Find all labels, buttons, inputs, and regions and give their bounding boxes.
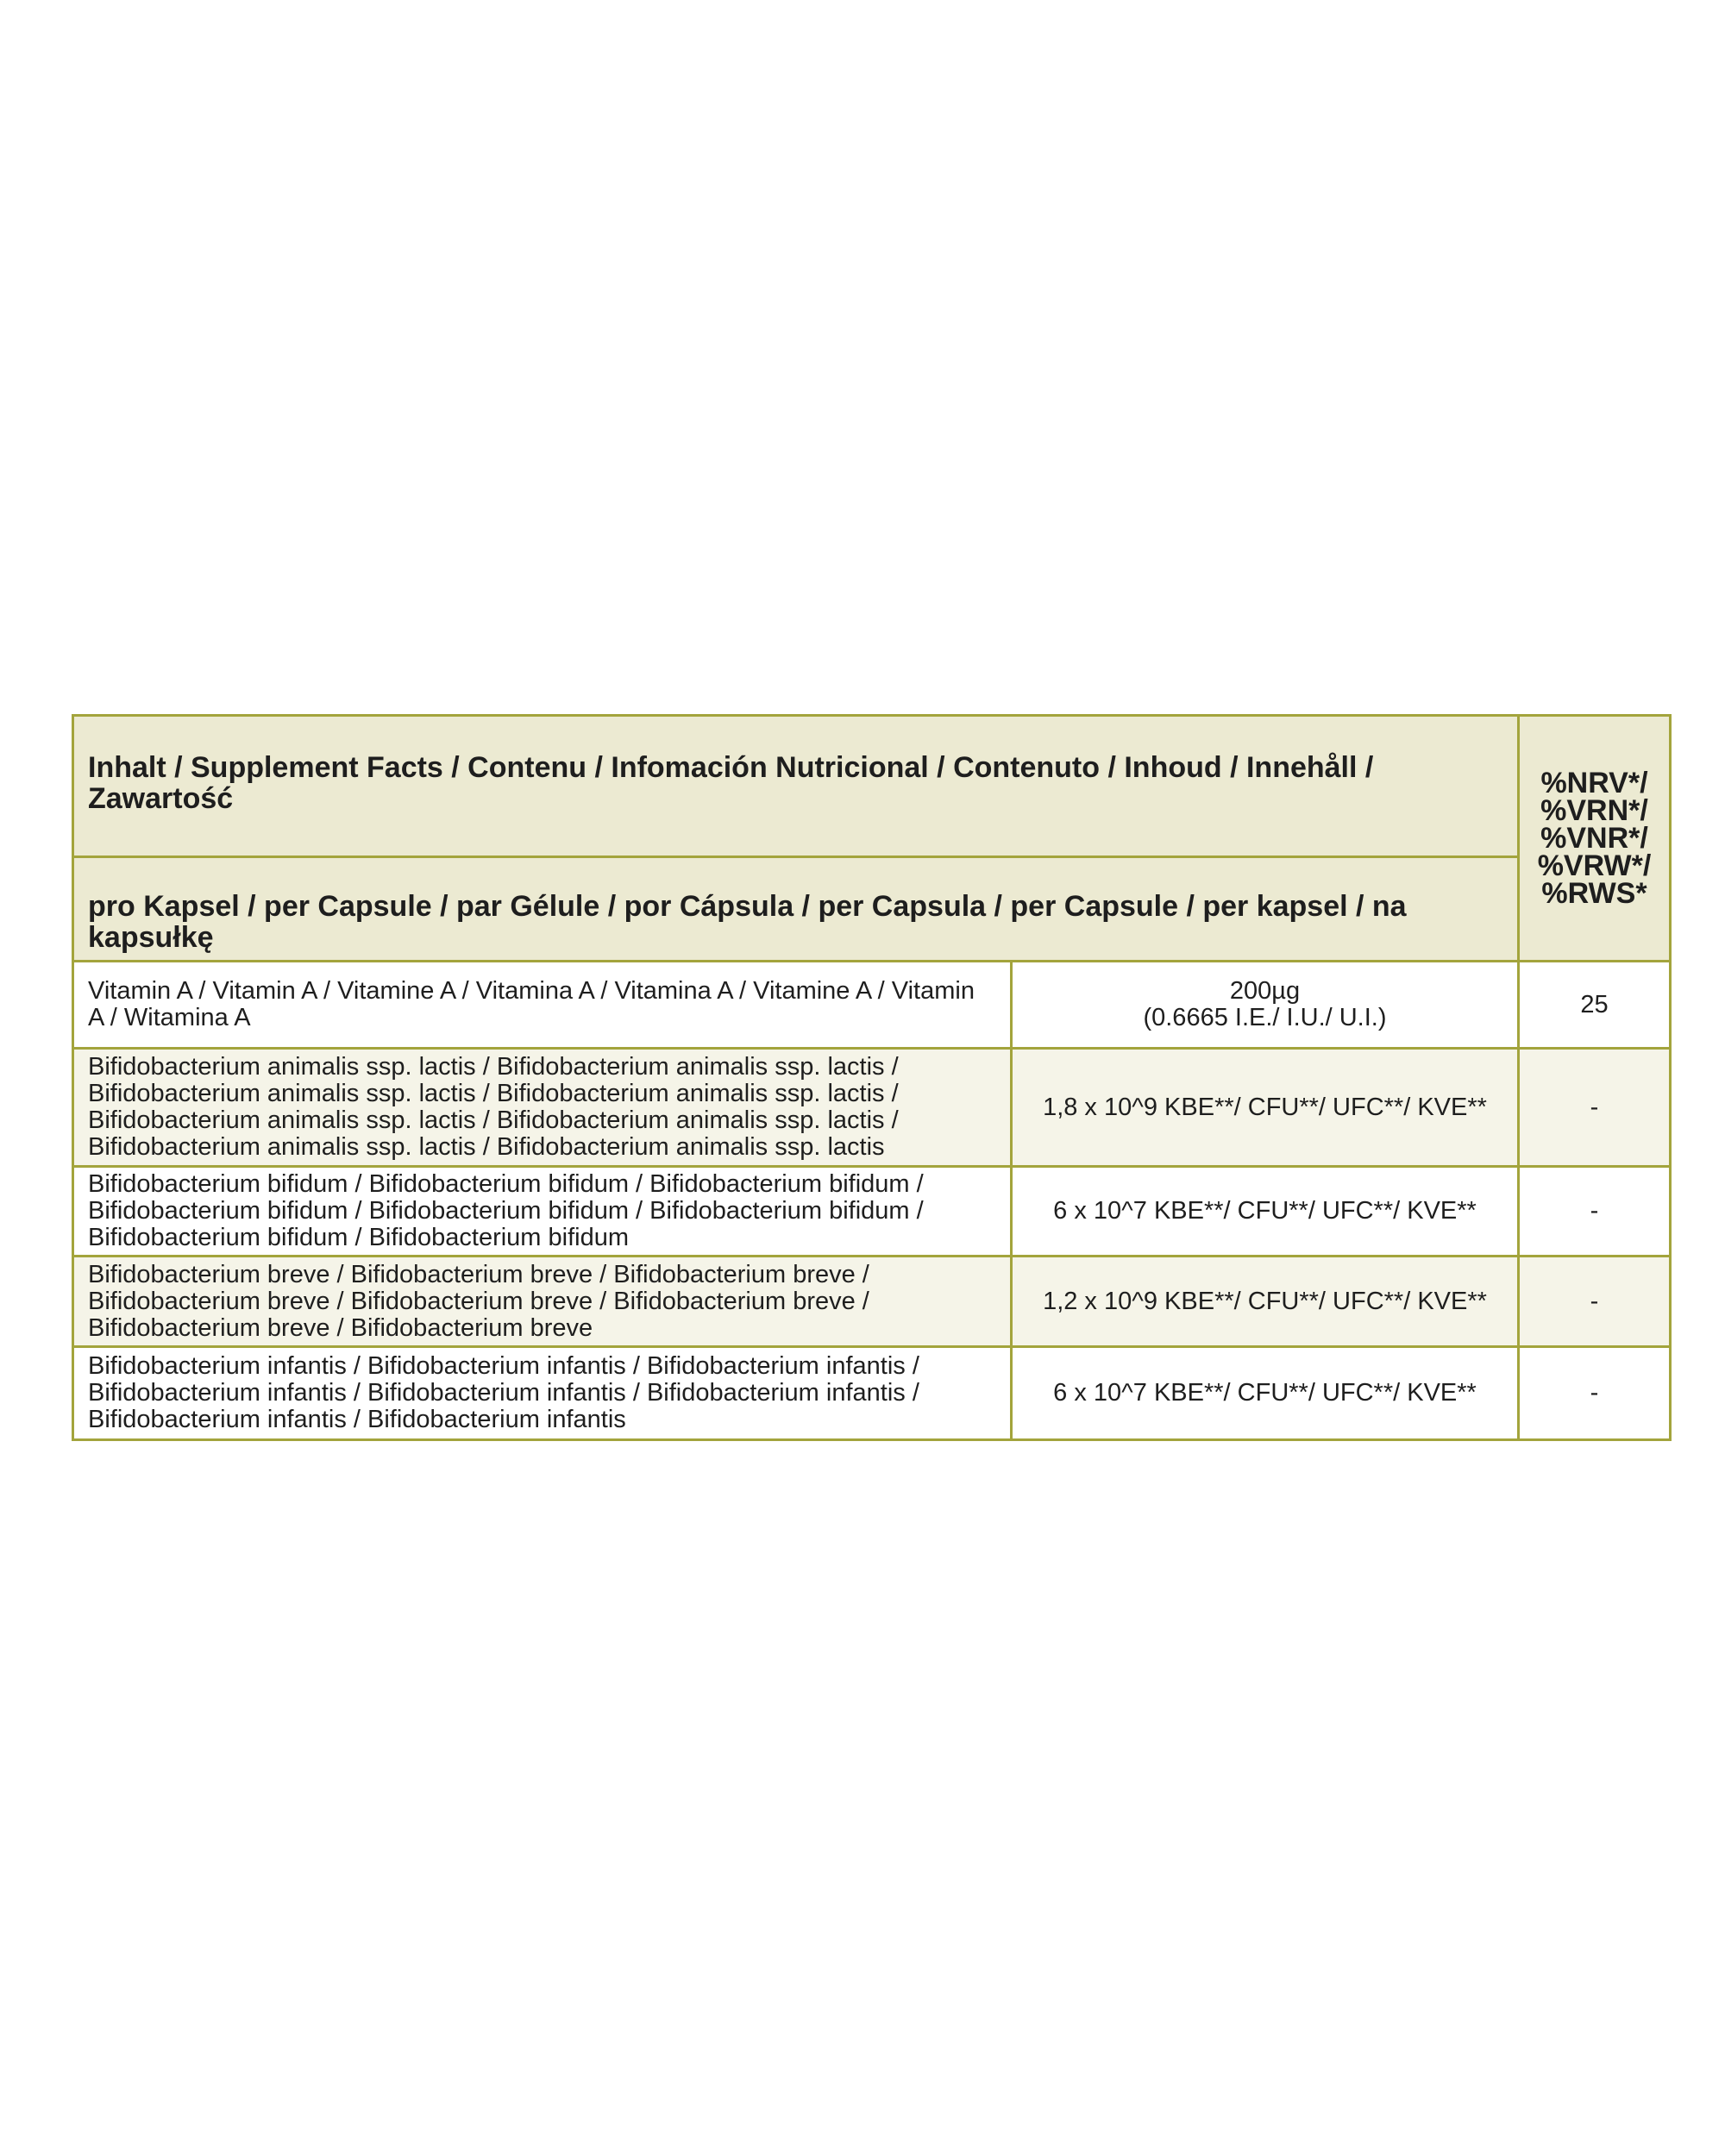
header-title-row — [73, 716, 1671, 857]
nrv-header: %NRV*/ %VRN*/ %VNR*/ %VRW*/ %RWS* — [1519, 716, 1671, 962]
ingredient-nrv: 25 — [1519, 962, 1671, 1049]
ingredient-name: Bifidobacterium infantis / Bifidobacterium infantis / Bifidobacterium infantis / Bifidobacterium infantis / Bifidobacterium infantis / Bifidobacterium infantis / Bifidobacterium infantis / Bifidobacterium infantis — [73, 1347, 1012, 1440]
header-per-capsule: pro Kapsel / per Capsule / par Gélule / por Cápsula / per Capsula / per Capsule / per kapsel / na kapsułkę — [88, 890, 1407, 954]
ingredient-name: Bifidobacterium breve / Bifidobacterium breve / Bifidobacterium breve / Bifidobacterium breve / Bifidobacterium breve / Bifidobacterium breve / Bifidobacterium breve / Bifidobacterium breve — [73, 1257, 1012, 1347]
ingredient-amount: 200µg (0.6665 I.E./ I.U./ U.I.) — [1012, 962, 1519, 1049]
ingredient-amount: 6 x 10^7 KBE**/ CFU**/ UFC**/ KVE** — [1012, 1347, 1519, 1440]
table-row — [73, 1049, 1671, 1167]
header-title-cell — [73, 716, 1519, 857]
ingredient-amount: 1,2 x 10^9 KBE**/ CFU**/ UFC**/ KVE** — [1012, 1257, 1519, 1347]
ingredient-nrv: - — [1519, 1049, 1671, 1167]
header-sub-row — [73, 857, 1671, 962]
ingredient-name: Bifidobacterium animalis ssp. lactis / Bifidobacterium animalis ssp. lactis / Bifidobacterium animalis ssp. lactis / Bifidobacterium animalis ssp. lactis / Bifidobacterium animalis ssp. lactis / Bifidobacterium animalis ssp. lactis / Bifidobacterium animalis ssp. lactis / Bifidobacterium animalis ssp. lactis — [73, 1049, 1012, 1167]
supplement-facts-table — [72, 714, 1672, 1441]
ingredient-nrv: - — [1519, 1167, 1671, 1257]
ingredient-nrv: - — [1519, 1257, 1671, 1347]
header-title: Inhalt / Supplement Facts / Contenu / Infomación Nutricional / Contenuto / Inhoud / Innehåll / Zawartość — [88, 750, 1374, 815]
table-row — [73, 962, 1671, 1049]
ingredient-nrv: - — [1519, 1347, 1671, 1440]
table-row — [73, 1167, 1671, 1257]
table-row — [73, 1347, 1671, 1440]
ingredient-amount: 1,8 x 10^9 KBE**/ CFU**/ UFC**/ KVE** — [1012, 1049, 1519, 1167]
ingredient-name: Bifidobacterium bifidum / Bifidobacterium bifidum / Bifidobacterium bifidum / Bifidobacterium bifidum / Bifidobacterium bifidum / Bifidobacterium bifidum / Bifidobacterium bifidum / Bifidobacterium bifidum — [73, 1167, 1012, 1257]
ingredient-amount: 6 x 10^7 KBE**/ CFU**/ UFC**/ KVE** — [1012, 1167, 1519, 1257]
ingredient-name: Vitamin A / Vitamin A / Vitamine A / Vitamina A / Vitamina A / Vitamine A / Vitamin A / Witamina A — [73, 962, 1012, 1049]
header-sub-cell — [73, 857, 1519, 962]
table-row — [73, 1257, 1671, 1347]
